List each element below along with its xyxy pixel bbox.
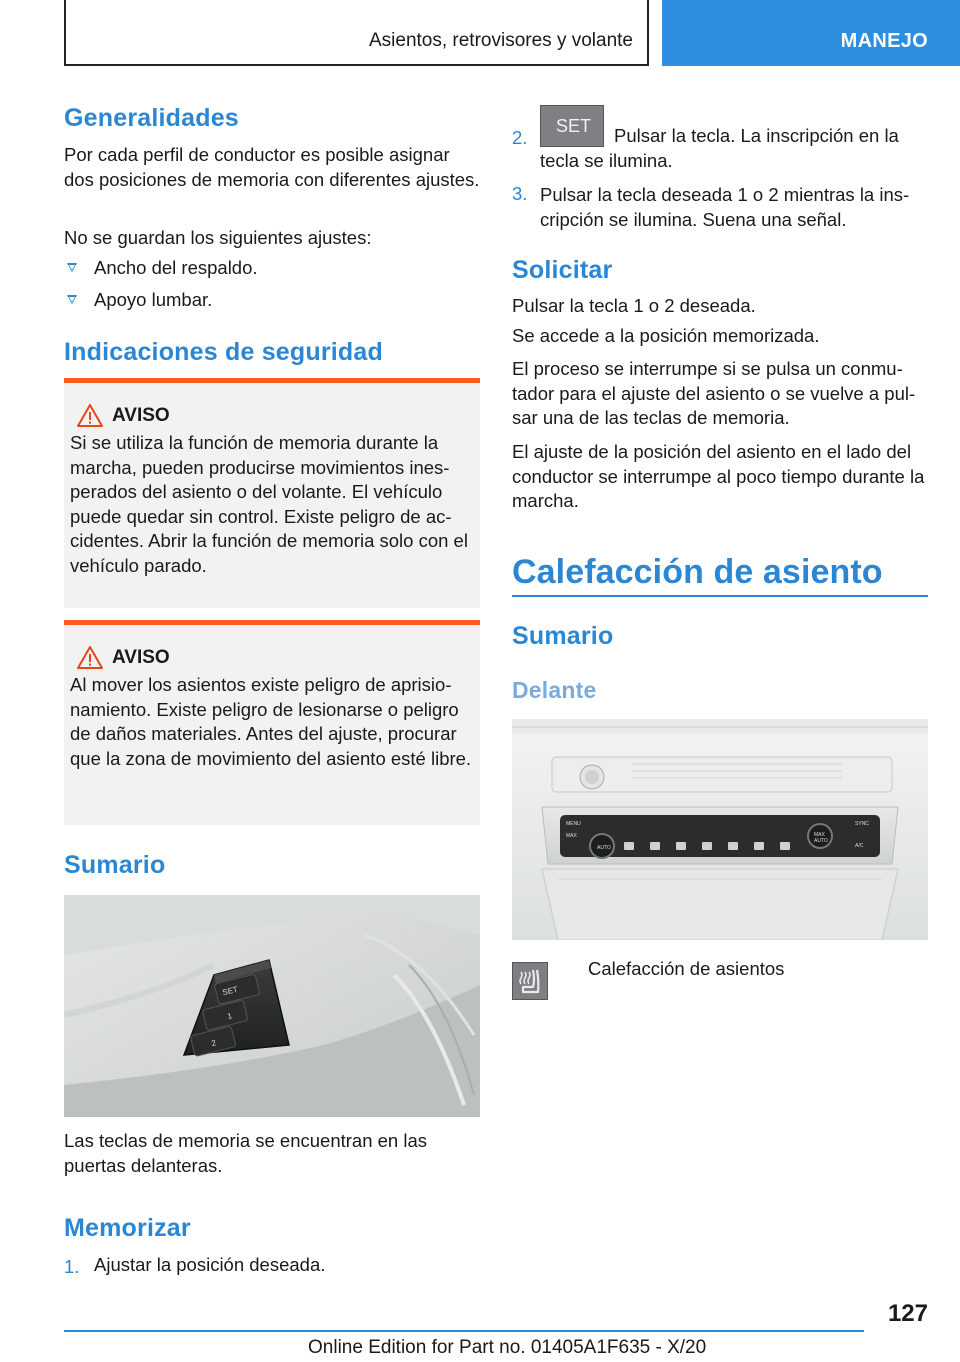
set-key-label: SET bbox=[556, 116, 592, 136]
solicitar-paragraph: El ajuste de la posición del asiento en el lado del conductor se interrumpe al poco tiempo durante la marcha. bbox=[512, 441, 925, 511]
solicitar-paragraph: El proceso se interrumpe si se pulsa un conmutador para el ajuste del asiento o se vuelve a pulsar una de las teclas de memoria. bbox=[512, 358, 916, 428]
bullet-arrow-icon bbox=[67, 295, 77, 304]
door-button-label: SET bbox=[221, 984, 239, 998]
step-text: Pulsar la tecla. La inscripción en la tecla se ilumina. bbox=[540, 125, 899, 171]
warning-text: Al mover los asientos existe peligro de aprisionamiento. Existe peligro de lesionarse o peligro de daños materiales. Antes del ajuste, procurar que la zona de movimiento del asiento esté libre. bbox=[70, 674, 472, 769]
step-text: Ajustar la posición deseada. bbox=[94, 1254, 326, 1275]
header-chapter-tab[interactable] bbox=[662, 0, 960, 66]
header-section-box bbox=[64, 0, 649, 66]
heading-sumario-right: Sumario bbox=[512, 622, 614, 650]
door-button-label: 1 bbox=[226, 1011, 233, 1022]
legend-text: Calefacción de asientos bbox=[588, 958, 785, 979]
warning-title: AVISO bbox=[112, 647, 170, 668]
climate-panel-image bbox=[512, 719, 928, 940]
warning-triangle-icon bbox=[76, 403, 104, 428]
solicitar-paragraph: Se accede a la posición memorizada. bbox=[512, 325, 820, 346]
heading-generalidades: Generalidades bbox=[64, 104, 239, 132]
warning-box bbox=[64, 378, 480, 608]
warning-title: AVISO bbox=[112, 405, 170, 426]
panel-label: MAX bbox=[814, 832, 825, 838]
warning-box bbox=[64, 620, 480, 825]
panel-label: MENU bbox=[566, 821, 581, 827]
step-number: 1. bbox=[64, 1256, 80, 1277]
step-number: 3. bbox=[512, 183, 528, 204]
heading-memorizar: Memorizar bbox=[64, 1214, 191, 1242]
image-caption: Las teclas de memoria se encuentran en las puertas delanteras. bbox=[64, 1130, 428, 1176]
footer-edition: Online Edition for Part no. 01405A1F635 - X/20 bbox=[308, 1337, 707, 1358]
warning-triangle-icon bbox=[76, 645, 104, 670]
footer-rule bbox=[64, 1330, 864, 1332]
generalidades-paragraph-2: No se guardan los siguientes ajustes: bbox=[64, 227, 372, 248]
heading-sumario-left: Sumario bbox=[64, 851, 166, 879]
heading-underline bbox=[512, 595, 928, 597]
header-chapter-title: MANEJO bbox=[840, 30, 928, 52]
warning-text: Si se utiliza la función de memoria durante la marcha, pueden producirse movimientos inesperados del asiento o del volante. El vehículo puede quedar sin control. Existe peligro de accidentes. Abrir la función de memoria solo con el vehículo parado. bbox=[70, 432, 468, 576]
seat-heating-icon bbox=[512, 962, 548, 1000]
header-section-title: Asientos, retrovisores y volante bbox=[368, 30, 633, 51]
panel-label: AUTO bbox=[814, 838, 828, 844]
heading-delante: Delante bbox=[512, 677, 597, 703]
bullet-item: Ancho del respaldo. bbox=[94, 257, 258, 278]
heading-solicitar: Solicitar bbox=[512, 256, 613, 284]
panel-label: A/C bbox=[855, 843, 864, 849]
generalidades-paragraph-1: Por cada perfil de conductor es posible asignar dos posiciones de memoria con diferentes ajustes. bbox=[64, 144, 480, 190]
panel-label: AUTO bbox=[597, 845, 611, 851]
page-number: 127 bbox=[887, 1300, 928, 1327]
solicitar-paragraph: Pulsar la tecla 1 o 2 deseada. bbox=[512, 295, 756, 316]
bullet-item: Apoyo lumbar. bbox=[94, 289, 213, 310]
door-memory-buttons-image bbox=[64, 895, 480, 1117]
panel-label: SYNC bbox=[855, 821, 869, 827]
heading-calefaccion-asiento: Calefacción de asiento bbox=[512, 553, 883, 591]
step-text: Pulsar la tecla deseada 1 o 2 mientras la inscripción se ilumina. Suena una señal. bbox=[540, 184, 910, 230]
door-button-label: 2 bbox=[210, 1038, 218, 1049]
bullet-arrow-icon bbox=[67, 263, 77, 272]
step-number: 2. bbox=[512, 127, 528, 148]
panel-label: MAX bbox=[566, 833, 577, 839]
heading-indicaciones-seguridad: Indicaciones de seguridad bbox=[64, 338, 383, 366]
